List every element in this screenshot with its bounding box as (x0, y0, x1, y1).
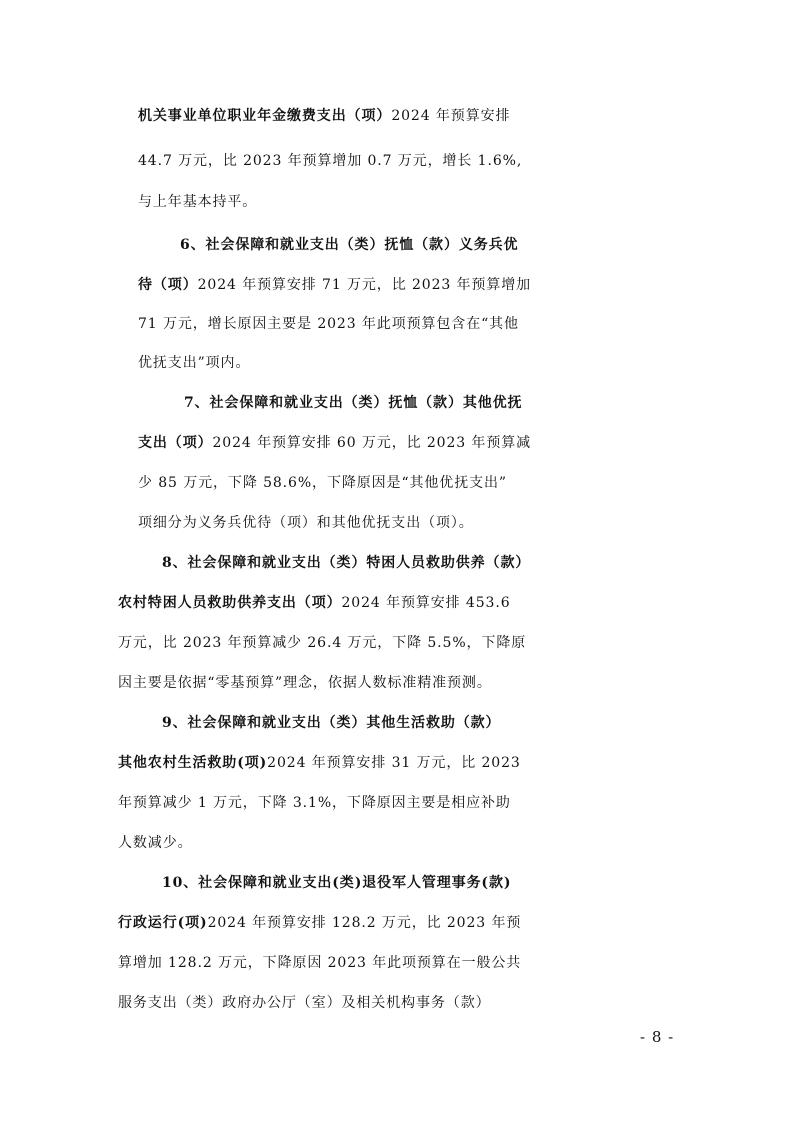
item-8-line-4: 因主要是依据“零基预算”理念，依据人数标准精准预测。 (118, 675, 492, 691)
item-9-line-2: 其他农村生活救助(项)2024 年预算安排 31 万元，比 2023 (118, 755, 521, 771)
item-6-line-3: 71 万元，增长原因主要是 2023 年此项预算包含在“其他 (138, 316, 519, 332)
item-10-line-4: 服务支出（类）政府办公厅（室）及相关机构事务（款） (118, 995, 491, 1011)
paragraph-line-2: 44.7 万元，比 2023 年预算增加 0.7 万元，增长 1.6%, (138, 153, 523, 169)
item-7-line-2: 支出（项）2024 年预算安排 60 万元，比 2023 年预算减 (138, 435, 532, 451)
item-7-line-4: 项细分为义务兵优待（项）和其他优抚支出（项）。 (138, 515, 474, 531)
item-10-line-2: 行政运行(项)2024 年预算安排 128.2 万元，比 2023 年预 (118, 915, 522, 931)
item-10-heading: 10、社会保障和就业支出(类)退役军人管理事务(款) (162, 875, 512, 891)
item-7-line-3: 少 85 万元，下降 58.6%，下降原因是“其他优抚支出” (138, 475, 507, 491)
item-7-heading: 7、社会保障和就业支出（类）抚恤（款）其他优抚 (184, 395, 523, 411)
item-8-line-3: 万元，比 2023 年预算减少 26.4 万元，下降 5.5%，下降原 (118, 635, 527, 651)
page-number: - 8 - (640, 1028, 675, 1046)
paragraph-line-3: 与上年基本持平。 (138, 194, 258, 210)
item-6-line-4: 优抚支出”项内。 (138, 355, 251, 371)
item-8-line-2: 农村特困人员救助供养支出（项）2024 年预算安排 453.6 (118, 595, 511, 611)
item-9-line-4: 人数减少。 (118, 835, 193, 851)
item-6-line-2: 待（项）2024 年预算安排 71 万元，比 2023 年预算增加 (138, 277, 532, 293)
item-10-line-3: 算增加 128.2 万元，下降原因 2023 年此项预算在一般公共 (118, 955, 522, 971)
item-9-heading: 9、社会保障和就业支出（类）其他生活救助（款） (162, 715, 501, 731)
paragraph-line-1: 机关事业单位职业年金缴费支出（项）2024 年预算安排 (138, 108, 511, 124)
item-9-line-3: 年预算减少 1 万元，下降 3.1%，下降原因主要是相应补助 (118, 795, 511, 811)
item-8-heading: 8、社会保障和就业支出（类）特困人员救助供养（款） (162, 555, 531, 571)
item-6-heading: 6、社会保障和就业支出（类）抚恤（款）义务兵优 (180, 237, 519, 253)
